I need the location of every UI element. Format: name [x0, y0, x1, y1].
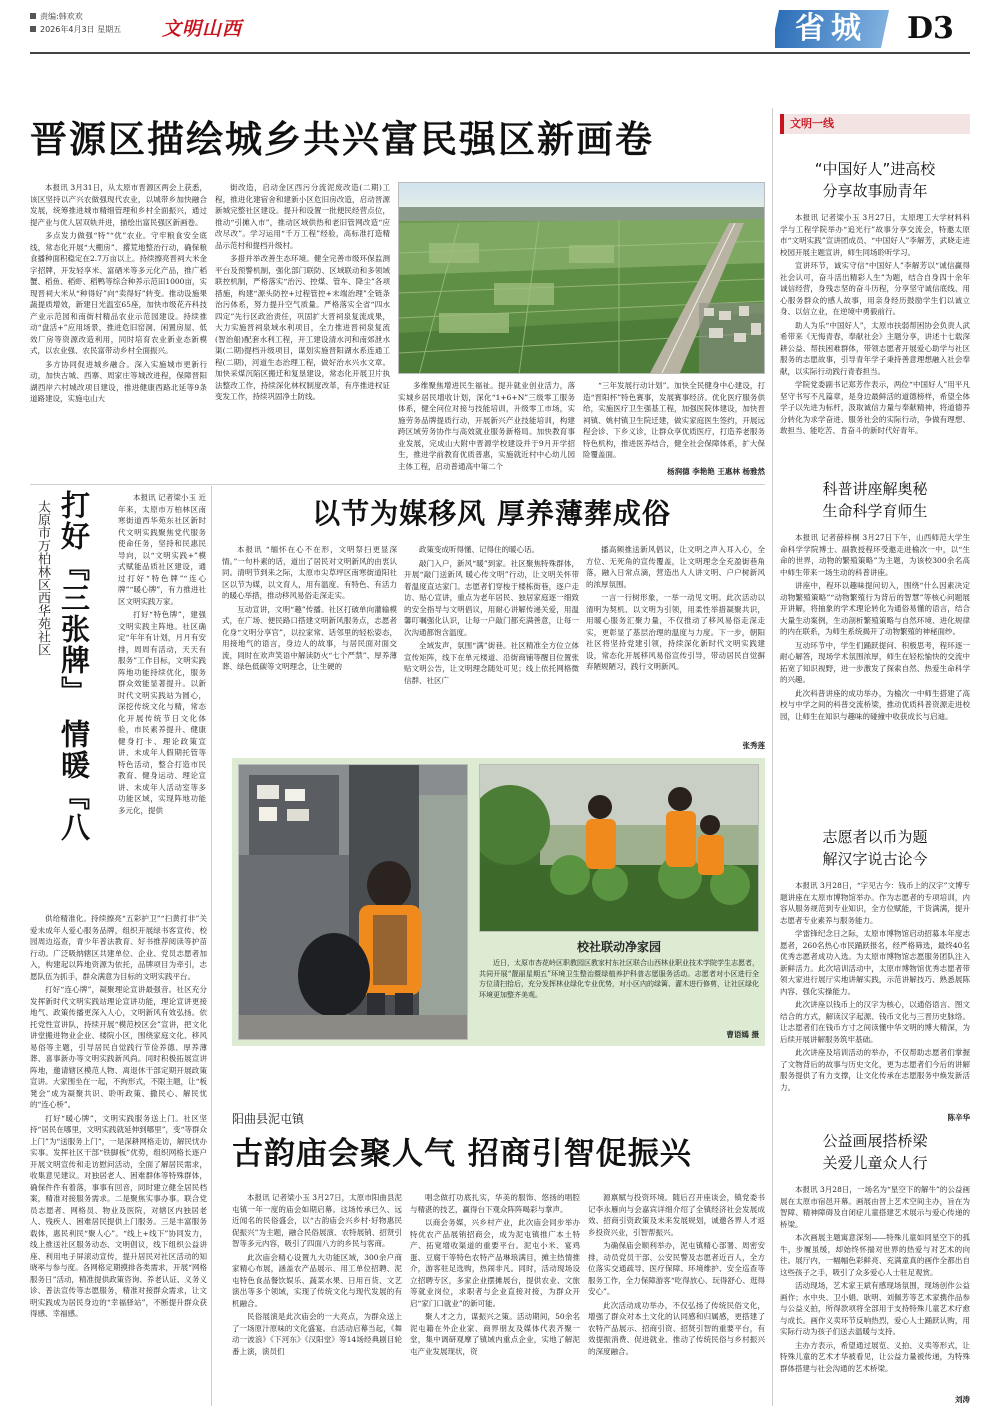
issue-date: 2026年4月3日 星期五 — [40, 25, 122, 34]
left-article-intro — [118, 492, 206, 912]
paragraph: 本报讯 3月28日，“字见古今：钱币上的汉字”文博专题讲座在太原市博物馆举办。作为志愿者的专项培训，内容从服务规范到专业知识，全方位赋能，干货满满，提升志愿者专业素养与服务能力。 — [780, 881, 970, 925]
paragraph: 敲门入户，新风“暖”到家。社区聚焦特殊群体，开展“敲门送新风 暖心传文明”行动，让文明关怀带着温度直达家门。志愿者们穿梭于楼栋街巷，逐户走访、贴心宣讲，重点为老年居民、独居家庭逐一细致的安全指导与文明倡议，用耐心讲解传递关爱，用温馨叮嘱强化认识，让每一户敲门都充满善意，让每一次沟通都饱含温度。 — [404, 558, 579, 637]
paragraph: 学雷锋纪念日之际，太原市博物馆启动招募本年度志愿者，260名热心市民踊跃报名，经严格筛选，最终40名优秀志愿者成功入选。为太原市博物馆志愿服务团队注入新鲜活力。此次培训活动中，太原市博物馆优秀志愿者带领大家进行展厅实地讲解实践，示范讲解技巧、熟悉展陈内容、强化实操能力。 — [780, 929, 970, 996]
paragraph: 打好“连心牌”，凝聚理论宣讲最强音。社区充分发挥新时代文明实践站理论宣讲功能，理论宣讲更接地气、政策传播更深入人心，文明新风有效弘扬。依托党性宣讲队，持续开展“模范校区会”宣讲，把文化讲堂搬进物业企业、楼院小区，围绕家庭文化、移风易俗等主题，引导居民自觉践行节俭养德、厚养薄葬、喜事新办等文明实践新风尚。同时积极拓展宣讲阵地，邀请辖区模范人物、离退休干部定期开展政策宣讲。大家围坐在一起，不拘形式，不限主题，让“板凳会”成为凝聚共识、聆听政策、撒民心、解民忧的“连心桥”。 — [30, 985, 207, 1109]
paragraph: 助人为乐“中国好人”，太原市扶弱帮困协会负责人武希带来《无悔青春，奉献社会》主题分享，讲述十七载深耕公益、帮扶困难群体，带领志愿者开展爱心助学与社区服务的志愿故事，引导青年学子秉持善意理想融入社会奉献，以实际行动践行青春担当。 — [780, 320, 970, 376]
aerial-photo-illustration — [399, 183, 765, 374]
paragraph: 本报讯 记者薛梓桐 3月27日下午，山西师范大学生命科学学院博士、副教授程环受邀走进榆次一中，以“生命的世界，动物的繁殖策略”为主题，为该校300余名高中师生带来一场生动的科普讲座。 — [780, 533, 970, 577]
volunteer-collecting-trash-photo — [238, 764, 468, 1040]
paragraph: 为确保庙会顺利举办，泥屯镇精心部署、周密安排，动员党员干部、公安民警及志愿者近百人，全方位落实交通疏导、医疗保障、环境维护、安全巡查等服务工作，全力保障游客“吃得放心、玩得舒心、逛得安心”。 — [588, 1241, 765, 1296]
paragraph: 供给精准化。持续擦亮“五彩护卫”“扫黄打非”关爱未成年人爱心服务品牌，组织开展绿书客宣传、校园周边巡查，青少年普法教育、好书推荐阅读等护苗行动。广泛吸纳辖区共建单位、企业、党员志愿者加入，构建起以阵地资源为依托，品牌项目为牵引，志愿队伍为抓手，群众满意为目标的文明实践平台。 — [30, 914, 207, 981]
sidebar-item-2-text — [780, 532, 970, 800]
left-article-body — [30, 913, 207, 1403]
caption-text: 近日，太原市杏花岭区职教园区教家村东社区联合山西林业职业技术学院学生志愿者，共同开展“靓丽星期五”环境卫生整治暨绿植养护科普志愿服务活动。志愿者对小区进行全方位清扫拾后，充分发挥林业绿化专业优势，对小区内的绿篱、灌木进行修剪，让社区绿化环境更加整齐美观。 — [479, 959, 759, 999]
paragraph: 打好“特色牌”，建强文明实践主阵地。社区确定“年年有计划，月月有安排，周周有活动，天天有服务”工作目标，文明实践阵地功能持续优化，服务群众效能显著提升。以新时代文明实践站为圆心，深挖传统文化与精，常态化开展传统节日文化体验，市民素养提升、健康健身打卡、理论政策宣讲、未成年人假期托管等特色活动，整合打造市民教育、健身运动、理论宣讲、未成年人活动室等多功能区域，实现阵地功能多元化，提供 — [118, 610, 206, 815]
paragraph: 街改造，启动金区西污分流泥废改造(二期)工程，推进化建宿舍和建新小区危旧房改造，启动晋源新城完整社区建设。提升和设置一批便民经营点位，推动“引摊入市”，推动区域供热和老旧管网改造“应改尽改”。学习运用“千万工程”经验，高标准打造精品示范村和提档升级村。 — [215, 183, 390, 250]
photo-feature-panel — [232, 758, 765, 1046]
paragraph: 学院党委副书记郑芳作表示，两位“中国好人”用平凡坚守书写不凡篇章，是身边最鲜活的道德榜样，希望全体学子以先进为标杆，汲取诚信力量与奉献精神，将道德养分转化为求学奋进、服务社会的实际行动，争做有理想、敢担当、能吃苦、肯奋斗的新时代好青年。 — [780, 380, 970, 435]
paragraph: 民俗展演是此次庙会的一大亮点，为群众送上了一场原汁原味的文化盛宴。自活动启幕当起，《舞动一波浪》《下河东》《汉阳堂》等14场经典剧目轮番上演，演员们 — [232, 1312, 402, 1356]
section-divider — [30, 484, 765, 485]
paragraph: 打好“暖心牌”，文明实践服务送上门。社区坚持“居民在哪里，文明实践就延伸到哪里”，变“等群众上门”为“送服务上门”，一是深耕网格走访，解民忧办实事。发挥社区干部“铁脚板”优势，组织网格长逐户开展文明宣传和走访慰问活动，全面了解居民需求，收集意见建议。对独居老人、困难群体等特殊群体，确保件件有着落，事事有回音，同时建立健全居民档案，精准对接服务需求。二是聚焦实事办事。联合党员志愿者、网格员、物业及医院，对辖区内独居老人、残疾人、困难居民提供上门服务。三是丰富服务载体，惠民利民“聚人心”。“线上+线下”协同发力，线上推送社区服务动态、文明倡议，线下组织公益讲座、利用电子屏滚动宣传，提升居民对社区活动的知晓率与参与度。各网格定期摸排各类需求，开展“网格服务日”活动，精准提供政策咨询、养老认证、义务义诊、普法宣传等志愿服务，精准对接群众需求，让文明实践成为居民身边的“幸福驿站”，不断提升群众获得感、幸福感。 — [30, 1113, 207, 1318]
paragraph: 以商会务媒，兴乡村产业，此次庙会同步举办特优农产品展销招商会，成为泥屯镇推广本土特产、拓宽增收渠道的重要平台。泥屯小米、宴鸡蛋、豆腐干等特色农特产品琳琅满目，摊主热情推介，游客驻足选购，热闹非凡。同时，活动现场设立招聘专区，多家企业摆摊展台，提供农业、文旅等就业岗位，求职者与企业直接对接，为群众开启“家门口就业”的新可能。 — [410, 1218, 580, 1308]
main-article-byline: 杨润德 李艳艳 王惠林 杨雅然 — [667, 467, 765, 476]
paragraph: 主办方表示，希望通过展览、义拍、义卖等形式，让特殊儿童的艺术才华被看见，让公益力量被传递，为特殊群体搭建与社会沟通的艺术桥梁。 — [780, 1340, 970, 1373]
photo-illustration-right — [480, 765, 759, 932]
paragraph: 播高频推送新风倡议，让文明之声入耳入心，全方位、无死角的宣传覆盖，让文明理念全充盈街巷角落，融入日常点滴，营造出人人讲文明、户户树新风的浓厚氛围。 — [586, 545, 765, 589]
column-divider — [211, 486, 212, 1406]
sidebar-item-1-text — [780, 212, 970, 467]
title-line: 志愿者以币为题 — [822, 828, 928, 846]
paragraph: 此次科普讲座的成功举办，为榆次一中师生搭建了高校与中学之间的科普交流桥梁，推动优质科普资源走进校园，让师生在知识与趣味的碰撞中收获成长与启迪。 — [780, 688, 970, 721]
bottom-article-kicker: 阳曲县泥屯镇 — [232, 1112, 305, 1126]
paragraph: 活动现场，艺术家王斌有感现场氛围，现场创作公益画作；水中央、卫小娟、耿明、刘佩芳等艺术家携作品参与公益义拍，所得款项将全部用于支持特殊儿童艺术疗愈与成长。画作义卖环节反响热烈，爱心人士踊跃认购，用实际行动为孩子们送去温暖与支持。 — [780, 1281, 970, 1336]
photo-illustration-left — [239, 765, 468, 1040]
main-article-col3 — [398, 380, 575, 476]
sidebar-label-text: 文明一线 — [790, 117, 834, 130]
main-article-col1 — [30, 182, 207, 482]
title-line: 科普讲座解奥秘 — [822, 480, 928, 498]
paragraph: 本报讯 “缅怀在心不在形，文明祭扫更显深情。”一句朴素的话，道出了居民对文明新风的由衷认同。清明节到来之际，太原市尖草坪区南寒街道阳社区以节为媒，以文育人，用有温度、有特色、有活力的暖心举措，推动移风易俗走深走实。 — [222, 545, 397, 600]
paragraph: 聚人才之力，谋振兴之策。活动期间，50余名泥屯籍在外企业家、商界朋友及媒体代表齐聚一堂，集中调研观摩了镇域内重点企业，实地了解泥屯产业发展现状，资 — [410, 1312, 580, 1356]
paragraph: 此次讲座及培训活动的举办，不仅帮助志愿者们掌握了文物背后的故事与历史文化，更为志愿者们今后的讲解服务提供了有力支撑，让文化传承在志愿服务中焕发新活力。 — [780, 1048, 970, 1092]
paragraph: 讲座中，程环以趣味提问切入，围绕“什么因素决定动物繁殖策略”“动物繁殖行为背后的智慧”等核心问题展开讲解，将抽象的学术理论转化为通俗易懂的语言，结合大量生动案例，生动剖析繁殖策略与自然环境、进化规律的内在联系，为师生系统揭开了动物繁殖的神秘面纱。 — [780, 581, 970, 636]
sidebar-item-3-byline: 陈辛华 — [947, 1113, 970, 1122]
middle-article-col2 — [404, 544, 579, 756]
sidebar-section-label — [780, 114, 970, 134]
sidebar-item-2-title — [780, 478, 970, 524]
bottom-article-col2 — [410, 1192, 580, 1406]
middle-article-byline: 张秀莲 — [742, 741, 765, 750]
section-name-a: 省 — [795, 11, 831, 46]
left-article-title: 打好『三张牌』 情暖『八 — [57, 490, 91, 844]
paragraph: 多方协同促进城乡融合。深入实施城市更新行动，加快古城、西寨、周家庄等城改进程，保障晋阳湖西岸六村城改项目建设，推进健康西路北延等9条道路建设，实施屯山大 — [30, 359, 207, 403]
photo-feature-caption — [479, 958, 759, 1028]
title-line: 解汉字说古论今 — [822, 850, 928, 868]
title-line: 关爱儿童众人行 — [822, 1154, 928, 1172]
column-logo: 文明山西 — [162, 18, 243, 40]
sidebar-item-4-byline: 刘涛 — [955, 1395, 970, 1404]
paragraph: 政策变成听得懂、记得住的暖心话。 — [419, 545, 539, 554]
paragraph: 本报讯 3月28日，一场名为“星空下的解牛”的公益画展在太原市宿邑开幕。画展由晋上艺术空间主办，旨在为智障、精神障碍及自闭症儿童搭建艺术展示与爱心传递的桥梁。 — [780, 1185, 970, 1229]
main-headline: 晋源区描绘城乡共兴富民强区新画卷 — [30, 118, 654, 161]
sidebar-item-1-title — [780, 158, 970, 204]
section-name-b: 城 — [831, 11, 867, 46]
main-article-col2 — [215, 182, 390, 482]
photo-feature-credit: 曹语嫣 摄 — [726, 1030, 759, 1039]
middle-article-col1 — [222, 544, 397, 756]
middle-article-col3 — [586, 544, 765, 730]
paragraph: 此次讲座以钱币上的汉字为核心，以通俗语言、图文结合的方式，解读汉字起源、钱币文化与三晋历史脉络。让志愿者们在钱币方寸之间读懂中华文明的博大精深，为后续开展讲解服务筑牢基础。 — [780, 1000, 970, 1044]
paragraph: 此次活动成功举办，不仅弘扬了传统民俗文化，增强了群众对本土文化的认同感和归属感，更搭建了农特产品展示、招商引资、招贤引智的重要平台，有效提振消费、促进就业、推动了传统民俗与乡村振兴的深度融合。 — [588, 1300, 765, 1356]
photo-feature-title: 校社联动净家园 — [576, 940, 661, 954]
bottom-article-col3 — [588, 1192, 765, 1406]
paragraph: 宣讲环节，诚实守信“中国好人”李解芳以“诚信赢得社会认可，奋斗活出精彩人生”为题，结合自身四十余年诚信经营，身残志坚的奋斗历程，分享坚守诚信底线、用心服务群众的感人故事，用亲身经历鼓励学生们以诚立身、以信立业，在逆境中勇毅前行。 — [780, 261, 970, 316]
volunteers-trimming-hedges-photo — [479, 764, 759, 932]
sidebar-item-4-text — [780, 1184, 970, 1392]
middle-article-headline: 以节为媒移风 厚养薄葬成俗 — [312, 497, 671, 530]
sidebar-item-4-title — [780, 1130, 970, 1176]
title-line: 公益画展搭桥梁 — [822, 1132, 928, 1150]
paragraph: 互动环节中，学生们踊跃提问、积极思考，程环逐一耐心解答，现场学术氛围浓厚，师生在轻松愉快的交流中拓宽了知识视野，进一步激发了探索自然、热爱生命科学的兴趣。 — [780, 640, 970, 684]
sidebar-divider — [772, 108, 773, 1406]
aerial-farmland-photo — [398, 182, 765, 374]
editor-credit: 责编:韩欢欢 — [40, 12, 83, 21]
paragraph: 此次庙会精心设置九大功能区域，300余户商家精心布展，涵盖农产品展示、用工单位招聘、泥屯特色食品餐饮娱乐、蔬菜水果、日用百货、文艺演出等多个领域，实现了传统文化与现代发展的有机融合。 — [232, 1252, 402, 1308]
title-line: “中国好人”进高校 — [814, 160, 936, 178]
bottom-article-col1 — [232, 1192, 402, 1406]
masthead-rule — [30, 52, 970, 54]
sidebar-item-3-title — [780, 826, 970, 872]
paragraph: 一言一行树形象，一举一动见文明。此次活动以清明为契机、以文明为引领，用柔性举措凝聚共识，用暖心服务汇聚力量，不仅推动了移风易俗走深走实，更彰显了基层治理的温度与力度。下一步，朝阳社区将坚持党建引领，持续深化新时代文明实践建设，常态化开展移风易俗宣传引导，带动居民自觉摒弃陋规陋习，践行文明新风。 — [586, 593, 765, 671]
bottom-article-headline: 古韵庙会聚人气 招商引智促振兴 — [232, 1136, 692, 1172]
paragraph: 多措并举改善生态环境。健全完善市级环保监测平台及预警机制，强化部门联防、区域联动和多领域联控机制，严格落实“治污、控煤、管车、降尘”各项措施，构建“源头防控+过程管控+末端治理”全链条治污体系，努力提升空气质量。严格落实全省“四水四定”先行区政治责任，巩固扩大晋祠泉复流成果，大力实施晋祠泉域水利项目，全力推进晋祠泉复流(智治船)配套水利工程，开工建设清水河和南郊泄水渠(二期)提档升级项目，谋划实施晋阳湖水系连通工程(二期)，河道生态治理工程，做好治水兴水文章。加快采煤沉陷区搬迁和复垦建设，常态化开展卫片执法整改工作，持续深化林权制度改革，有序推进权证变发工作，持续巩固净土防线。 — [215, 254, 390, 401]
sidebar-label-accent — [780, 114, 784, 134]
paragraph: 本报讯 记者梁小玉 3月27日，太原理工大学材料科学与工程学院举办“追光行”故事分享交流会，特邀太原市“文明实践”宣讲团成员、“中国好人”李解芳，武晓走进校园开展主题宣讲，师生同场聆听学习。 — [780, 213, 970, 257]
main-article-col4 — [583, 380, 765, 464]
paragraph: 本报讯 记者梁小玉 近年来，太原市万柏林区南寒街道西华苑东社区新时代文明实践聚焦党代服务使命任务，坚持和民惠民导向，以“文明实践+”模式赋能品质社区建设，通过打好“特色牌”“连心牌”“暖心牌”，有力推进社区文明实践万家。 — [118, 493, 206, 606]
paragraph: 源禀赋与投资环境。随后召开座谈会，镇党委书记李永雁向与会嘉宾详细介绍了全镇经济社会发展成效、招商引资政策及未来发展规划，诚邀各界人才返乡投资兴业，引智帮振兴。 — [588, 1193, 765, 1237]
masthead-meta — [30, 10, 180, 40]
sidebar-item-3-text — [780, 880, 970, 1110]
title-line: 分享故事励青年 — [822, 182, 928, 200]
title-line: 生命科学育师生 — [822, 502, 928, 520]
paragraph: 全域发声，氛围“满”街巷。社区精准全方位立体宣传矩阵，线下在单元楼道、沿街商铺等醒目位置张贴文明公告，让文明理念随处可见；线上依托网格微信群、社区广 — [404, 641, 579, 685]
left-article-subtitle: 太原市万柏林区西华苑社区 — [35, 500, 50, 656]
paragraph: 唱念做打功底扎实，华美的服饰、悠扬的唱腔与精湛的技艺，赢得台下观众阵阵喝彩与掌声。 — [410, 1193, 580, 1214]
page-number: D3 — [907, 11, 954, 46]
section-banner — [775, 8, 990, 52]
paragraph: 多点发力做强“特”“优”农业。守牢粮食安全底线，常态化开展“大棚房”、撂荒地整治行动，确保粮食播种面积稳定在2.7万亩以上。持续擦亮晋祠大米金字招牌，开发轻享米、富硒米等多元化产品，推广稻蟹、稻鱼、稻虾、稻鸭等综合种养示范田1000亩，实现晋祠大米从“种得好”向“卖得好”转变。推动设施果蔬提质增效，新建日光温室65座，加快市级花卉科技产业示范园和南街村精品农业示范园建设。持续推动“盘活+”应用场景，推进危旧窑洞、闲置房屋、低效厂房等资源改造利用，同时培育农业新业态新模式，以农业强、农民富带动乡村全面振兴。 — [30, 231, 207, 355]
paragraph: “三年发展行动计划”。加快全民健身中心建设，打造“晋阳杯”特色赛事，发展赛事经济。优化医疗服务供给，实施医疗卫生强基工程，加强医院体建设，加快晋祠镇、姚村镇卫生院迁建，做实家庭医生签约，开展远程会诊、下乡义诊，让群众享优质医疗，打造养老服务特色机构，推进医养结合，健全社会保障体系，扩大保险覆盖面。 — [583, 381, 765, 459]
paragraph: 多维聚焦增进民生福祉。提升就业创业活力，落实城乡居民增收计划，深化“1+6+N”三级零工服务体系，健全问位对接与技能培训，升级零工市场，实施劳务品牌提质行动，开展新兴产业技能培训，构建跨区域劳务协作与高效就业服务新格局。加快教育事业发展，完成山大附中晋源学校建设并于9月开学招生，推进学前教育优质普惠，实施就近村中心幼儿园主体工程，启动普通高中第二个 — [398, 381, 575, 471]
paragraph: 本报讯 记者梁小玉 3月27日，太原市阳曲县泥屯镇一年一度的庙会如期启幕。这场传承已久、远近闻名的民俗盛会，以“古韵庙会兴乡村·好物惠民促振兴”为主题，融合民俗展演、农特展销、招贤引智等多元内容，吸引了四面八方的乡民与客商。 — [232, 1193, 402, 1248]
paragraph: 本次画展主题寓意深刻——特殊儿童如同星空下的孤牛，步履虽缓，却始终怀揣对世界的热爱与对艺术的向往。展厅内，一幅幅色彩鲜亮、充满童真的画作全都出自这些孩子之手，吸引了众多爱心人士驻足观赏。 — [780, 1233, 970, 1277]
paragraph: 本报讯 3月31日，从太原市晋源区两会上获悉，该区坚持以产兴农做强现代农业，以城带乡加快融合发展，统筹推进城市精细管理和乡村全面振兴，通过提产业与优人居双轨并进，描绘出富民强区新画卷。 — [30, 183, 207, 227]
paragraph: 互动宣讲，文明“趣”传播。社区打破单向灌输模式，在广场、便民路口搭建文明新风服务点，志愿者化身“文明分享官”，以拉家常、话邻里的轻松姿态，用接地气的语言，身边人的故事，与居民面对面交流，同时在欢声笑语中解读防火“七个严禁”、厚养薄葬、绿色低碳等文明理念，让生硬的 — [222, 604, 397, 671]
